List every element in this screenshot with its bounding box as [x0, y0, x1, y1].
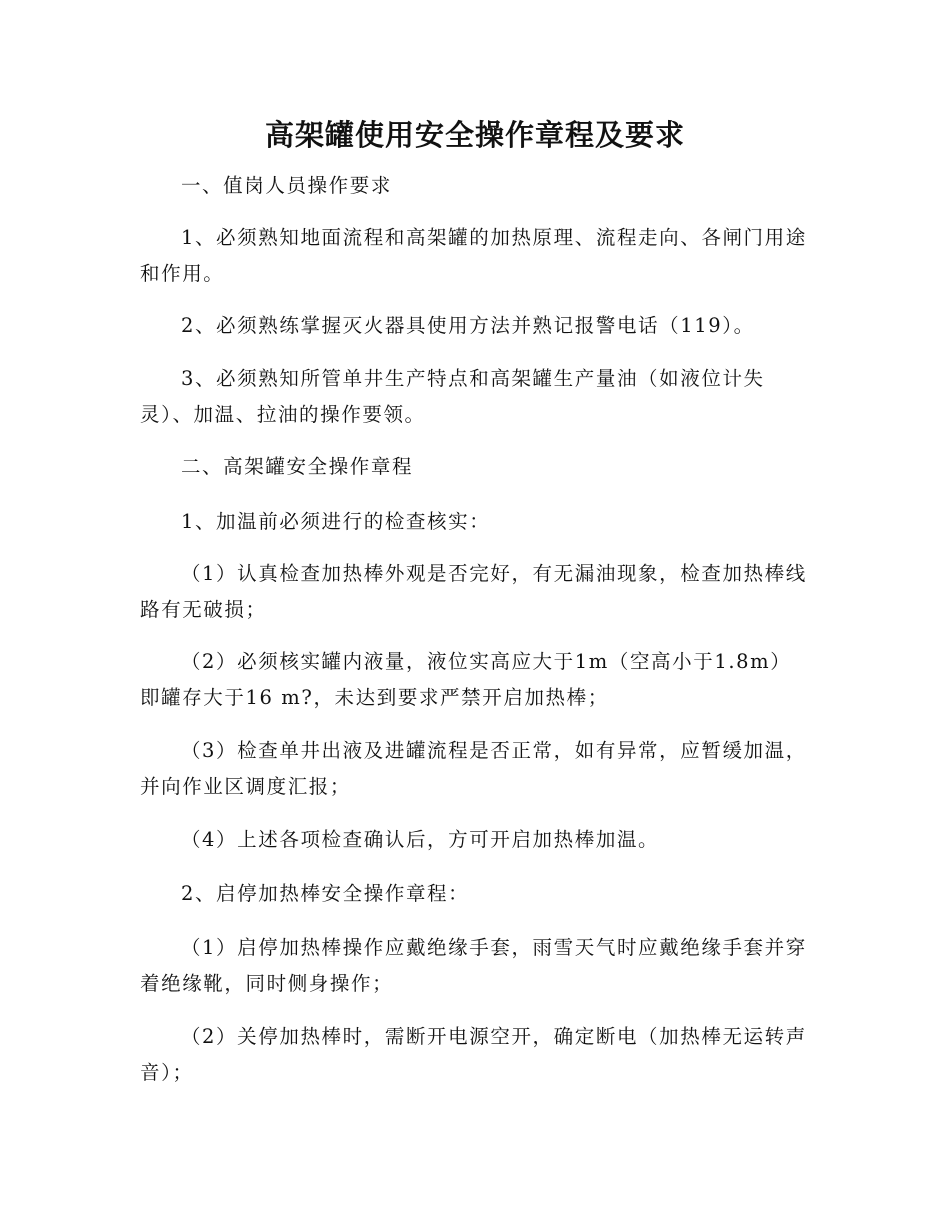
paragraph-item-1: 1、必须熟知地面流程和高架罐的加热原理、流程走向、各闸门用途和作用。 [140, 226, 807, 285]
paragraph-check-3: （3）检查单井出液及进罐流程是否正常，如有异常，应暂缓加温，并向作业区调度汇报； [140, 739, 807, 798]
paragraph-item-3: 3、必须熟知所管单井生产特点和高架罐生产量油（如液位计失灵）、加温、拉油的操作要领。 [140, 367, 765, 426]
subsection-heading-preheat-check: 1、加温前必须进行的检查核实： [180, 510, 491, 533]
paragraph-check-1: （1）认真检查加热棒外观是否完好，有无漏油现象，检查加热棒线路有无破损； [140, 562, 807, 621]
paragraph-start-stop-1: （1）启停加热棒操作应戴绝缘手套，雨雪天气时应戴绝缘手套并穿着绝缘靴，同时侧身操作； [140, 936, 807, 995]
paragraph-item-2: 2、必须熟练掌握灭火器具使用方法并熟记报警电话（119）。 [180, 314, 755, 337]
section-heading-safety-procedure: 二、高架罐安全操作章程 [180, 455, 414, 478]
section-heading-duty-requirements: 一、值岗人员操作要求 [180, 174, 392, 197]
paragraph-check-4: （4）上述各项检查确认后，方可开启加热棒加温。 [180, 828, 660, 851]
paragraph-check-2: （2）必须核实罐内液量，液位实高应大于1m（空高小于1.8m）即罐存大于16 m?，未达到要求严禁开启加热棒； [140, 650, 792, 709]
paragraph-start-stop-2: （2）关停加热棒时，需断开电源空开，确定断电（加热棒无运转声音）； [140, 1025, 807, 1084]
subsection-heading-start-stop: 2、启停加热棒安全操作章程： [180, 882, 470, 905]
document-title: 高架罐使用安全操作章程及要求 [264, 118, 685, 152]
